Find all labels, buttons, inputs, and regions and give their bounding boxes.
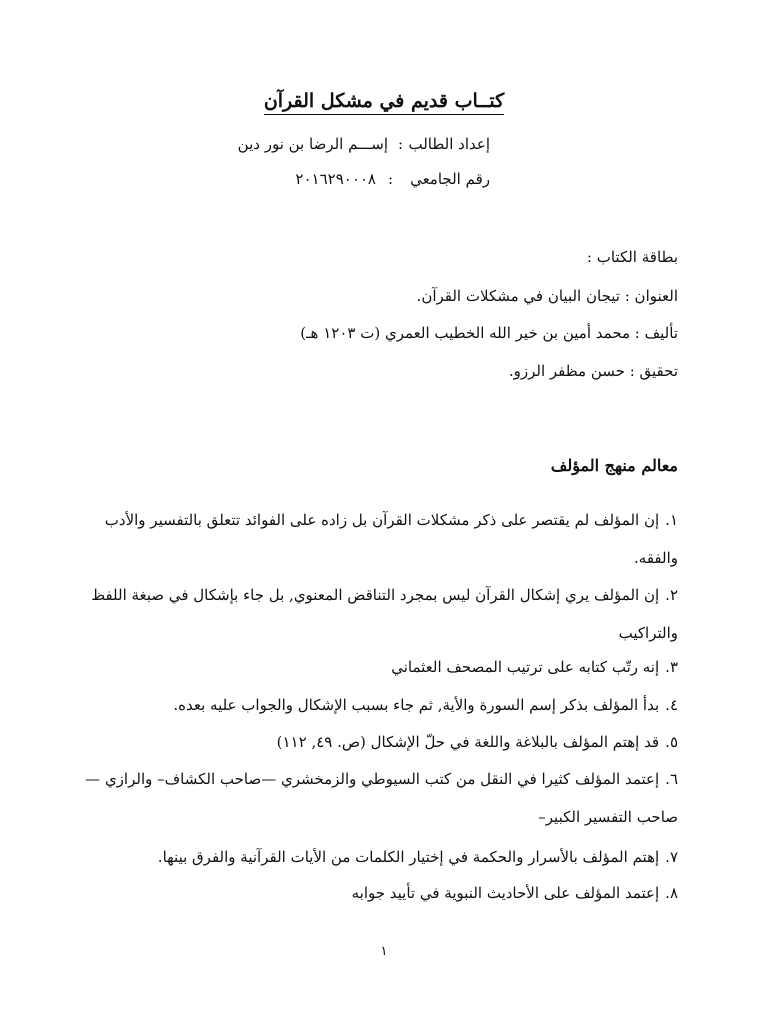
list-item: [70, 723, 678, 761]
student-name: إســـم الرضا بن نور دين: [237, 135, 388, 153]
list-item: [70, 838, 678, 876]
book-title-line: العنوان : تيجان البيان في مشكلات القرآن.: [416, 287, 678, 305]
item-text: إن المؤلف لم يقتصر على ذكر مشكلات القرآن بل زاده على الفوائد تتعلق بالتفسير والأدب والفقه.: [104, 511, 678, 567]
book-editor-line: تحقيق : حسن مظفر الرزو.: [508, 362, 678, 380]
list-item: [70, 686, 678, 724]
id-number: ٢٠١٦٢٩٠٠٠٨: [295, 170, 376, 188]
item-number: ١.: [665, 511, 678, 529]
title-text: كتــاب قديم في مشكل القرآن: [264, 90, 504, 115]
item-number: ٧.: [665, 848, 678, 866]
page-number: ١: [380, 944, 388, 959]
item-number: ٢.: [665, 586, 678, 604]
item-text: إعتمد المؤلف على الأحاديث النبوية في تأييد جوابه: [351, 884, 660, 902]
item-number: ٨.: [665, 884, 678, 902]
book-author-line: تأليف : محمد أمين بن خير الله الخطيب العمري (ت ١٢٠٣ هـ): [300, 324, 678, 342]
list-item: [70, 760, 678, 836]
item-text: إعتمد المؤلف كثيرا في النقل من كتب السيوطي والزمخشري —صاحب الكشاف– والرازي — صاحب التفسير الكبير–: [85, 770, 678, 826]
id-label: رقم الجامعي: [410, 170, 490, 188]
item-text: قد إهتم المؤلف بالبلاغة واللغة في حلّ الإشكال (ص. ٤٩, ١١٢): [276, 733, 660, 751]
item-number: ٦.: [665, 770, 678, 788]
item-number: ٤.: [665, 696, 678, 714]
item-text: إنه رتّب كتابه على ترتيب المصحف العثماني: [391, 658, 660, 676]
book-card-heading: بطاقة الكتاب :: [586, 248, 678, 266]
id-separator: :: [387, 170, 393, 188]
item-text: إن المؤلف يري إشكال القرآن ليس بمجرد التناقض المعنوي, بل جاء بإشكال في صبغة اللفظ والتراكيب: [91, 586, 678, 642]
list-item: [70, 648, 678, 686]
list-item: [70, 501, 678, 577]
item-text: بدأ المؤلف بذكر إسم السورة والأية, ثم جاء بسبب الإشكال والجواب عليه بعده.: [173, 696, 660, 714]
document-title: [0, 90, 768, 112]
item-number: ٣.: [665, 658, 678, 676]
list-item: [70, 576, 678, 652]
student-label: إعداد الطالب: [408, 135, 490, 153]
section-title: معالم منهج المؤلف: [550, 456, 678, 475]
item-text: إهتم المؤلف بالأسرار والحكمة في إختيار الكلمات من الأيات القرآنية والفرق بينها.: [157, 848, 660, 866]
list-item: [70, 874, 678, 912]
item-number: ٥.: [665, 733, 678, 751]
student-separator: :: [397, 135, 403, 153]
